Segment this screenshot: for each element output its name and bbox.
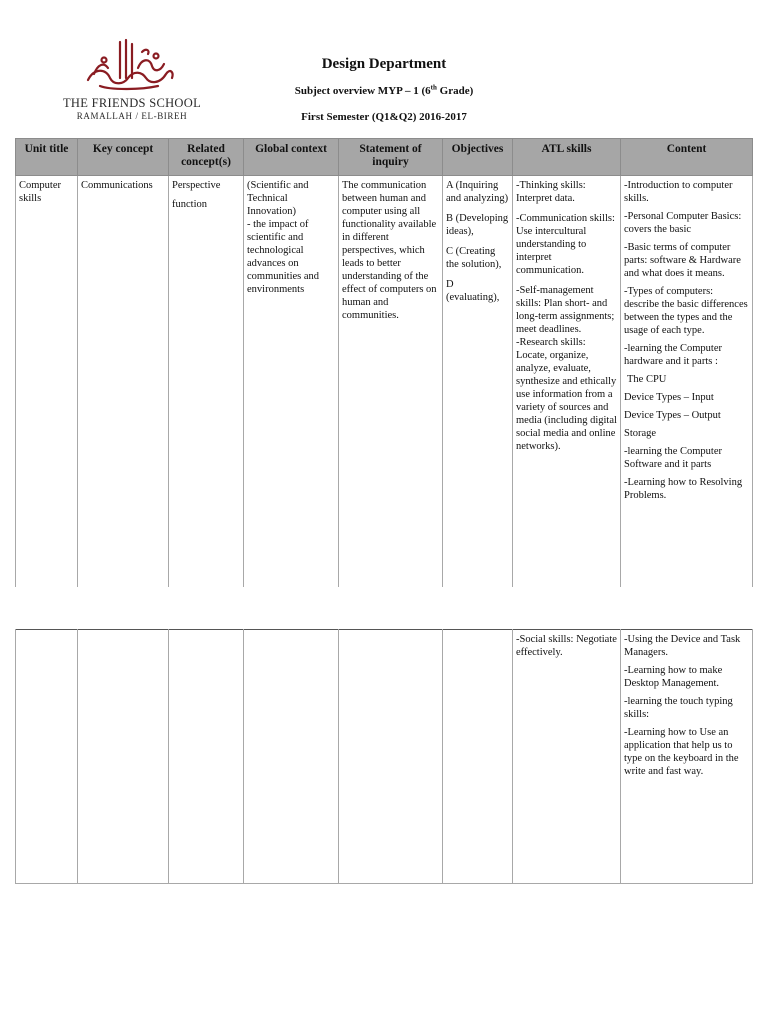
content-item: -Learning how to Resolving Problems. (624, 477, 743, 501)
content-item: Device Types – Input (624, 392, 714, 403)
objective-item: B (Developing ideas), (446, 213, 509, 237)
content-item: -Types of computers: describe the basic differences between the types and the usage of each type. (624, 286, 748, 336)
content-item: Device Types – Output (624, 410, 721, 421)
col-atl-skills: ATL skills (513, 139, 621, 176)
objective-item: A (Inquiring and analyzing) (446, 180, 509, 204)
cell-key-concept (78, 630, 169, 884)
cell-content (621, 176, 753, 588)
content-item: -learning the Computer Software and it parts (624, 446, 722, 470)
col-global-context: Global context (244, 139, 339, 176)
cell-statement-of-inquiry: The communication between human and computer using all functionality available in different perspectives, which leads to better understanding of the effect of computers on human and communities. (339, 176, 443, 588)
content-item: -Basic terms of computer parts: software & Hardware and what does it means. (624, 242, 741, 279)
table-row (16, 630, 753, 884)
school-logo (62, 38, 202, 120)
cell-statement-of-inquiry (339, 630, 443, 884)
cell-related-concepts (169, 176, 244, 588)
page-title: Design Department (321, 56, 447, 72)
atl-item: -Thinking skills: Interpret data. (516, 180, 586, 204)
atl-item: -Communication skills: Use intercultural understanding to interpret communication. (516, 213, 615, 276)
cell-unit-title (16, 630, 78, 884)
related-concept: function (172, 199, 207, 210)
col-objectives: Objectives (443, 139, 513, 176)
semester-line: First Semester (Q1&Q2) 2016-2017 (301, 111, 467, 123)
overview-table-continued (15, 629, 753, 884)
school-name: THE FRIENDS SCHOOL (62, 96, 202, 110)
cell-content (621, 630, 753, 884)
cell-unit-title: Computer skills (16, 176, 78, 588)
cell-atl-skills (513, 176, 621, 588)
subtitle-text: Subject overview MYP – 1 (6 (294, 85, 431, 97)
content-item: -Learning how to Use an application that help us to type on the keyboard in the write and fast way. (624, 727, 739, 777)
related-concept: Perspective (172, 180, 221, 191)
global-context-title: (Scientific and Technical Innovation) (247, 180, 309, 217)
cell-key-concept: Communications (78, 176, 169, 588)
table-row (16, 176, 753, 588)
content-item: -Using the Device and Task Managers. (624, 634, 741, 658)
content-item: The CPU (627, 374, 667, 385)
cell-global-context (244, 630, 339, 884)
atl-item: -Self-management skills: Plan short- and long-term assignments; meet deadlines. (516, 285, 615, 335)
school-city: RAMALLAH / EL-BIREH (76, 111, 188, 121)
col-statement-of-inquiry: Statement of inquiry (339, 139, 443, 176)
cell-atl-skills (513, 630, 621, 884)
cell-related-concepts (169, 630, 244, 884)
content-item: Storage (624, 428, 657, 439)
objective-item: D (evaluating), (446, 279, 500, 303)
overview-table (15, 138, 753, 587)
col-content: Content (621, 139, 753, 176)
global-context-text: - the impact of scientific and technological advances on communities and environments (247, 219, 320, 295)
cell-objectives (443, 176, 513, 588)
objective-item: C (Creating the solution), (446, 246, 502, 270)
content-item: -Introduction to computer skills. (624, 180, 733, 204)
page-subtitle (0, 85, 768, 97)
atl-item: -Research skills: Locate, organize, analyze, evaluate, synthesize and ethically use information from a variety of sources and media (including digital social media and online networks). (516, 337, 617, 452)
table-header-row (16, 139, 753, 176)
content-item: -learning the touch typing skills: (624, 696, 733, 720)
content-item: -Learning how to make Desktop Management. (624, 665, 723, 689)
cell-global-context (244, 176, 339, 588)
content-item: -learning the Computer hardware and it parts : (624, 343, 722, 367)
subtitle-text-end: Grade) (436, 85, 474, 97)
col-unit-title: Unit title (16, 139, 78, 176)
col-key-concept: Key concept (78, 139, 169, 176)
content-item: -Personal Computer Basics: covers the basic (624, 211, 742, 235)
subtitle-superscript: th (430, 83, 437, 92)
cell-objectives (443, 630, 513, 884)
col-related-concepts: Related concept(s) (169, 139, 244, 176)
atl-item: -Social skills: Negotiate effectively. (516, 634, 617, 658)
